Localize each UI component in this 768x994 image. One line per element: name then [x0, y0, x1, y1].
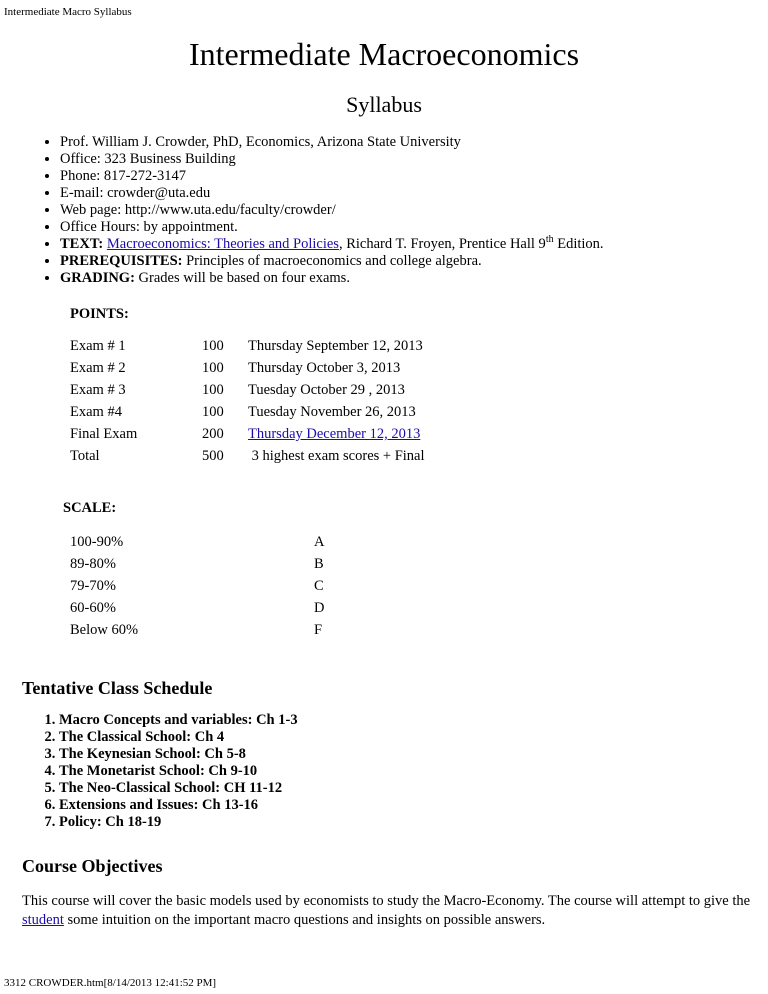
textbook-link[interactable]: Macroeconomics: Theories and Policies: [106, 236, 339, 252]
page-subtitle: Syllabus: [346, 92, 422, 117]
list-item: 4. The Monetarist School: Ch 9-10: [59, 763, 298, 780]
grading-text: Grades will be based on four exams.: [134, 270, 350, 286]
exam-date: Thursday October 3, 2013: [248, 360, 401, 376]
exam-name: Exam # 2: [70, 360, 126, 376]
points-heading: POINTS:: [70, 306, 129, 322]
scale-range: Below 60%: [70, 622, 139, 638]
exam-name: Total: [70, 448, 100, 464]
scale-grade: A: [314, 534, 325, 550]
exam-points: 100: [202, 338, 224, 354]
prerequisites-label: PREREQUISITES:: [60, 253, 183, 269]
exam-points: 500: [202, 448, 224, 464]
info-webpage: • Web page: http://www.uta.edu/faculty/crowder/: [60, 202, 604, 219]
table-row: [66, 382, 425, 404]
table-row: [66, 404, 425, 426]
scale-grade: B: [314, 556, 324, 572]
page-footer: 3312 CROWDER.htm[8/14/2013 12:41:52 PM]: [4, 977, 217, 989]
objectives-text-end: some intuition on the important macro questions and insights on possible answers.: [63, 912, 546, 928]
exam-name: Exam # 3: [70, 382, 126, 398]
exam-date: 3 highest exam scores + Final: [248, 448, 425, 464]
objectives-heading: Course Objectives: [22, 856, 163, 876]
objectives-paragraph: [22, 892, 752, 930]
info-office: • Office: 323 Business Building: [60, 151, 604, 168]
table-row: [66, 448, 425, 470]
scale-range: 89-80%: [70, 556, 116, 572]
exam-date: Thursday September 12, 2013: [248, 338, 423, 354]
scale-grade: F: [314, 622, 323, 638]
scale-grade: D: [314, 600, 325, 616]
info-prerequisites: [60, 253, 604, 270]
info-email: • E-mail: crowder@uta.edu: [60, 185, 604, 202]
list-item: 2. The Classical School: Ch 4: [59, 729, 298, 746]
exam-date: Tuesday November 26, 2013: [248, 404, 416, 420]
table-row: [66, 600, 324, 622]
final-exam-date-link[interactable]: Thursday December 12, 2013: [248, 426, 421, 442]
grading-label: GRADING:: [60, 270, 135, 286]
schedule-heading: Tentative Class Schedule: [22, 678, 213, 698]
grade-scale-table: [66, 534, 324, 644]
prerequisites-text: Principles of macroeconomics and college algebra.: [182, 253, 482, 269]
exam-date: Tuesday October 29 , 2013: [248, 382, 405, 398]
list-item: 3. The Keynesian School: Ch 5-8: [59, 746, 298, 763]
textbook-edition-word: Edition.: [553, 236, 604, 252]
scale-range: 60-60%: [70, 600, 116, 616]
student-link[interactable]: student: [22, 912, 64, 928]
list-item: 5. The Neo-Classical School: CH 11-12: [59, 780, 298, 797]
exam-points: 100: [202, 360, 224, 376]
info-grading: [60, 270, 604, 287]
info-phone: • Phone: 817-272-3147: [60, 168, 604, 185]
exam-points: 200: [202, 426, 224, 442]
scale-heading: SCALE:: [63, 500, 117, 516]
objectives-text-start: This course will cover the basic models used by economists to study the Macro-Economy. The course will attempt to give the: [22, 893, 751, 909]
table-row: [66, 426, 425, 448]
table-row: [66, 556, 324, 578]
textbook-label: TEXT:: [60, 236, 104, 252]
table-row: [66, 338, 425, 360]
table-row: [66, 360, 425, 382]
table-row: [66, 534, 324, 556]
list-item: 1. Macro Concepts and variables: Ch 1-3: [59, 712, 298, 729]
list-item: 7. Policy: Ch 18-19: [59, 814, 298, 831]
scale-range: 79-70%: [70, 578, 116, 594]
points-table: [66, 338, 425, 470]
scale-range: 100-90%: [70, 534, 124, 550]
final-exam-date-cell: [248, 426, 425, 448]
page-title: Intermediate Macroeconomics: [188, 36, 580, 72]
page-header-label: Intermediate Macro Syllabus: [4, 6, 132, 18]
table-row: [66, 622, 324, 644]
info-textbook: [60, 236, 604, 253]
list-item: 6. Extensions and Issues: Ch 13-16: [59, 797, 298, 814]
exam-name: Exam # 1: [70, 338, 126, 354]
table-row: [66, 578, 324, 600]
exam-name: Exam #4: [70, 404, 122, 420]
info-office-hours: • Office Hours: by appointment.: [60, 219, 604, 236]
textbook-edition-suffix: th: [545, 234, 554, 246]
info-professor: • Prof. William J. Crowder, PhD, Economics, Arizona State University: [60, 134, 604, 151]
exam-points: 100: [202, 382, 224, 398]
textbook-details: , Richard T. Froyen, Prentice Hall 9: [338, 236, 546, 252]
exam-name: Final Exam: [70, 426, 138, 442]
schedule-list: [22, 712, 298, 831]
scale-grade: C: [314, 578, 324, 594]
course-info-list: [38, 134, 604, 287]
exam-points: 100: [202, 404, 224, 420]
